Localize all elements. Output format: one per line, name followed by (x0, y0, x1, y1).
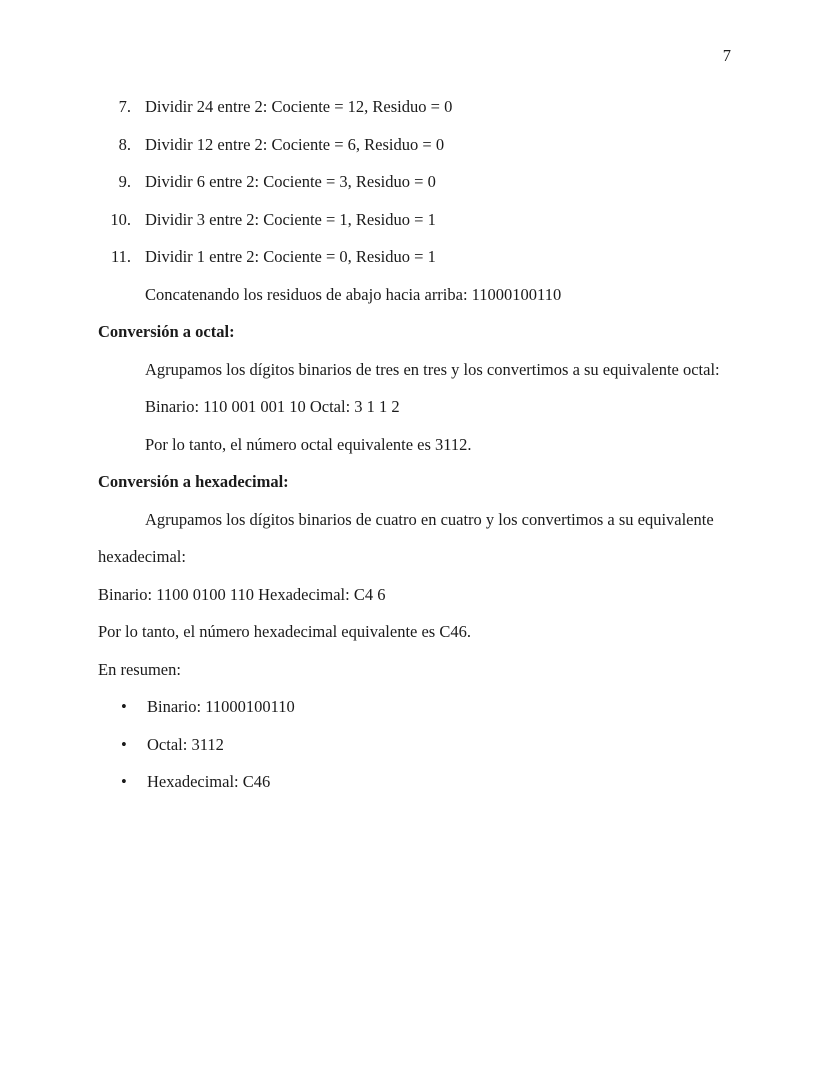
numbered-list-item-7 (98, 88, 731, 126)
heading-conversion-hexadecimal: Conversión a hexadecimal: (98, 472, 289, 491)
page-number: 7 (722, 46, 731, 65)
summary-bullet-hexadecimal (98, 763, 731, 801)
summary-bullet-octal (98, 726, 731, 764)
bullet-icon: • (121, 697, 127, 716)
list-number: 9. (118, 172, 131, 191)
bullet-icon: • (121, 734, 127, 754)
paragraph-hex-binary-mapping: Binario: 1100 0100 110 Hexadecimal: C4 6 (98, 584, 386, 604)
bullet-text: Binario: 11000100110 (147, 697, 295, 716)
bullet-icon: • (121, 772, 127, 791)
paragraph-octal-binary-mapping: Binario: 110 001 001 10 Octal: 3 1 1 2 (145, 397, 400, 416)
bullet-text: Octal: 3112 (147, 734, 224, 754)
list-number: 7. (118, 97, 131, 116)
paragraph-hex-result: Por lo tanto, el número hexadecimal equivalente es C46. (98, 622, 471, 641)
numbered-list-item-10 (98, 201, 731, 239)
numbered-list-item-8 (98, 126, 731, 164)
list-item-text: Dividir 24 entre 2: Cociente = 12, Residuo = 0 (145, 97, 453, 116)
paragraph-octal-grouping: Agrupamos los dígitos binarios de tres en tres y los convertimos a su equivalente octal: (145, 359, 720, 379)
document-body (98, 88, 731, 801)
list-number: 8. (118, 134, 131, 154)
paragraph-octal-result: Por lo tanto, el número octal equivalente es 3112. (145, 434, 472, 454)
paragraph-hex-grouping-line2: hexadecimal: (98, 547, 186, 566)
paragraph-concatenate-residues: Concatenando los residuos de abajo hacia arriba: 11000100110 (145, 284, 562, 304)
summary-bullet-binary (98, 688, 731, 726)
heading-conversion-octal: Conversión a octal: (98, 322, 235, 341)
summary-intro: En resumen: (98, 659, 181, 679)
list-item-text: Dividir 3 entre 2: Cociente = 1, Residuo = 1 (145, 209, 436, 229)
list-item-text: Dividir 6 entre 2: Cociente = 3, Residuo = 0 (145, 172, 436, 191)
list-item-text: Dividir 12 entre 2: Cociente = 6, Residuo = 0 (145, 134, 445, 154)
list-number: 10. (110, 209, 131, 229)
list-item-text: Dividir 1 entre 2: Cociente = 0, Residuo = 1 (145, 247, 436, 266)
paragraph-hex-grouping-line1: Agrupamos los dígitos binarios de cuatro en cuatro y los convertimos a su equivalente (145, 509, 714, 529)
list-number: 11. (110, 247, 131, 266)
numbered-list-item-9 (98, 163, 731, 201)
bullet-text: Hexadecimal: C46 (147, 772, 271, 791)
numbered-list-item-11 (98, 238, 731, 276)
